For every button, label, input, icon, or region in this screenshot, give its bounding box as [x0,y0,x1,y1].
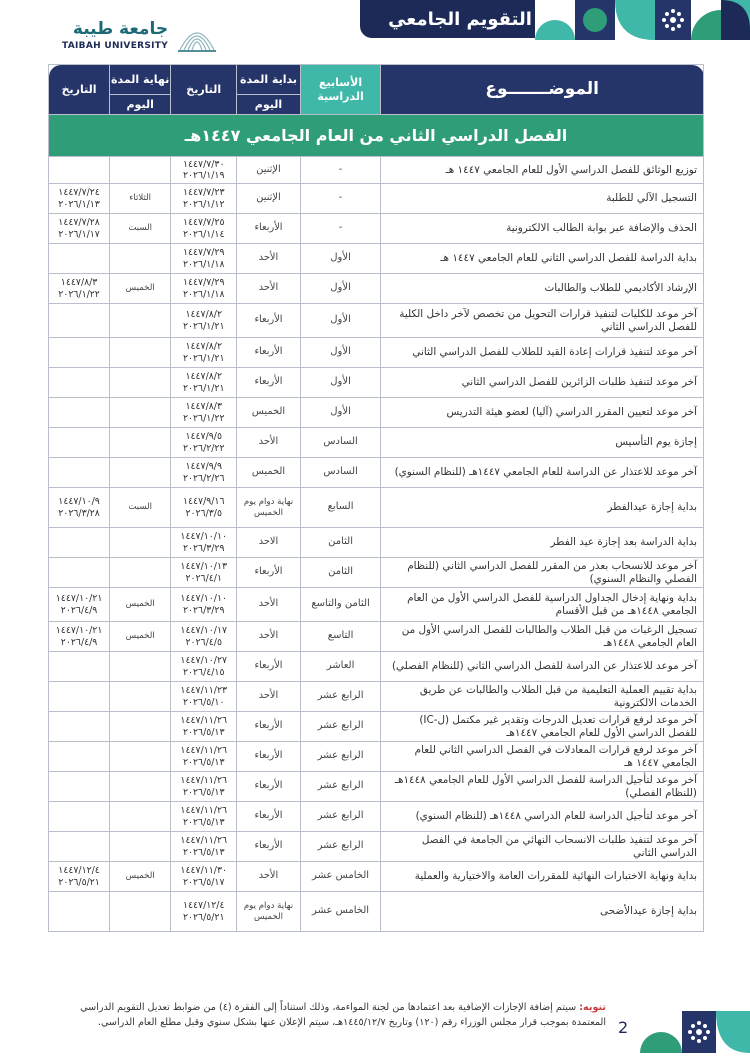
row-start-day: نهاية دوام يوم الخميس [237,892,301,932]
table-row [49,682,704,712]
table-row [49,892,704,932]
row-start-day: الإثنين [237,157,301,184]
row-end-date [49,488,110,528]
weeks-column-header: الأسابيع الدراسية [300,65,381,115]
row-week: الرابع عشر [300,802,381,832]
start-date-gregorian: ٢٠٢٦/٥/١٧ [182,876,225,888]
start-date-gregorian: ٢٠٢٦/١/٢٢ [182,412,225,424]
table-row [49,157,704,184]
end-date-gregorian: ٢٠٢٦/٤/٩ [60,636,98,648]
row-end-date [49,712,110,742]
row-end-date [49,274,110,304]
table-row [49,458,704,488]
row-start-date [171,802,237,832]
row-start-date [171,652,237,682]
row-end-day: الخميس [110,622,171,652]
semester-title: الفصل الدراسي الثاني من العام الجامعي ١٤٤٧هـ [49,115,704,157]
row-week: - [300,157,381,184]
row-end-day [110,338,171,368]
start-date-gregorian: ٢٠٢٦/٥/٢١ [182,911,225,923]
row-end-date [49,368,110,398]
row-start-date [171,458,237,488]
row-start-date [171,304,237,338]
start-date-gregorian: ٢٠٢٦/٢/٢٦ [182,472,225,484]
row-subject: تسجيل الرغبات من قبل الطلاب والطالبات للفصل الدراسي الأول من العام الجامعي ١٤٤٨هـ [381,622,704,652]
university-logo [62,14,218,56]
row-start-date [171,244,237,274]
start-date-gregorian: ٢٠٢٦/١/١٩ [182,170,225,181]
start-date-hijri: ١٤٤٧/١٠/١٧ [180,625,228,637]
row-start-day: الأربعاء [237,712,301,742]
row-end-day [110,558,171,588]
semester-title-row [49,115,704,157]
row-week: الأول [300,274,381,304]
table-row [49,712,704,742]
start-date-gregorian: ٢٠٢٦/٥/١٣ [182,726,225,738]
table-row [49,428,704,458]
start-date-gregorian: ٢٠٢٦/٥/١٣ [182,816,225,828]
row-end-date [49,588,110,622]
start-date-gregorian: ٢٠٢٦/١/١٨ [182,258,225,270]
row-subject: آخر موعد للكليات لتنفيذ قرارات التحويل من تخصص لآخر داخل الكلية للفصل الدراسي الثاني [381,304,704,338]
row-start-day: نهاية دوام يوم الخميس [237,488,301,528]
row-end-date [49,338,110,368]
end-date-hijri: ١٤٤٧/٧/٢٤ [58,187,100,199]
row-start-date [171,712,237,742]
end-day-header: اليوم [110,95,171,115]
end-date-gregorian: ٢٠٢٦/١/١٧ [58,228,100,240]
row-week: الرابع عشر [300,712,381,742]
row-week: الرابع عشر [300,682,381,712]
row-end-date [49,528,110,558]
table-row [49,304,704,338]
row-week: السابع [300,488,381,528]
row-end-date [49,682,110,712]
row-start-day: الأحد [237,428,301,458]
row-end-date [49,558,110,588]
row-subject: آخر موعد للاعتذار عن الدراسة للعام الجامعي ١٤٤٧هـ (للنظام السنوي) [381,458,704,488]
start-date-hijri: ١٤٤٧/١١/٢٦ [180,775,228,787]
row-end-date [49,184,110,214]
row-start-day: الأربعاء [237,558,301,588]
start-date-hijri: ١٤٤٧/٨/٢ [185,371,222,383]
row-end-date [49,892,110,932]
row-end-day [110,528,171,558]
note-label: تنويه: [579,1002,606,1013]
footer-note [46,1001,606,1031]
calendar-title-banner [360,0,560,38]
start-date-hijri: ١٤٤٧/١٠/١٠ [180,531,228,543]
start-date-gregorian: ٢٠٢٦/٢/٢٢ [182,442,225,454]
row-week: الرابع عشر [300,832,381,862]
row-end-day [110,892,171,932]
row-week: الخامس عشر [300,862,381,892]
start-date-hijri: ١٤٤٧/٩/٩ [185,461,222,473]
subject-column-header: الموضـــــــوع [381,65,704,115]
end-date-gregorian: ٢٠٢٦/٣/٢٨ [58,507,100,519]
row-end-date [49,458,110,488]
row-subject: آخر موعد لتنفيذ طلبات الزائرين للفصل الدراسي الثاني [381,368,704,398]
row-week: الخامس عشر [300,892,381,932]
row-end-day [110,368,171,398]
end-date-hijri: ١٤٤٧/١٢/٤ [58,865,100,877]
row-start-day: الأربعاء [237,832,301,862]
start-date-gregorian: ٢٠٢٦/١/١٨ [182,288,225,300]
row-week: - [300,214,381,244]
table-row [49,528,704,558]
end-date-gregorian: ٢٠٢٦/٥/٢١ [58,876,100,888]
start-date-gregorian: ٢٠٢٦/١/١٢ [182,198,225,210]
row-week: الأول [300,244,381,274]
row-end-day [110,652,171,682]
table-row [49,742,704,772]
row-end-day [110,428,171,458]
row-week: الرابع عشر [300,742,381,772]
row-end-day: الخميس [110,862,171,892]
row-start-date [171,274,237,304]
row-start-date [171,832,237,862]
row-subject: آخر موعد للانسحاب بعذر من المقرر للفصل الدراسي الثاني (للنظام الفصلي والنظام السنوي) [381,558,704,588]
taibah-logo-icon [176,14,218,56]
table-row [49,558,704,588]
start-date-gregorian: ٢٠٢٦/١/٢١ [182,382,225,394]
start-date-hijri: ١٤٤٧/١١/٢٦ [180,715,228,727]
row-start-day: الأربعاء [237,802,301,832]
row-subject: بداية إجازة عيدالفطر [381,488,704,528]
start-period-header: بداية المدة [237,65,301,95]
table-row [49,488,704,528]
row-start-day: الأحد [237,588,301,622]
table-row [49,184,704,214]
row-subject: توزيع الوثائق للفصل الدراسي الأول للعام الجامعي ١٤٤٧ هـ [381,157,704,184]
row-start-day: الخميس [237,398,301,428]
end-date-hijri: ١٤٤٧/١٠/٩ [58,496,100,508]
start-date-gregorian: ٢٠٢٦/١/٢١ [182,320,225,332]
start-date-hijri: ١٤٤٧/١٠/١٣ [180,561,228,573]
end-date-gregorian: ٢٠٢٦/٤/٩ [60,604,98,616]
row-subject: إجازة يوم التأسيس [381,428,704,458]
start-date-hijri: ١٤٤٧/١٢/٤ [182,900,225,912]
table-row [49,862,704,892]
row-subject: بداية تقييم العملية التعليمية من قبل الطلاب والطالبات عن طريق الخدمات الالكترونية [381,682,704,712]
row-start-day: الأربعاء [237,304,301,338]
row-end-date [49,862,110,892]
table-row [49,588,704,622]
row-week: الثامن والتاسع [300,588,381,622]
row-start-date [171,682,237,712]
row-end-day [110,398,171,428]
row-subject: آخر موعد للاعتذار عن الدراسة للفصل الدراسي الثاني (للنظام الفصلي) [381,652,704,682]
row-start-date [171,157,237,184]
row-start-date [171,184,237,214]
row-start-date [171,772,237,802]
row-end-day [110,832,171,862]
row-start-date [171,214,237,244]
row-start-date [171,892,237,932]
row-week: الأول [300,368,381,398]
start-date-hijri: ١٤٤٧/٨/٣ [185,401,222,413]
page-number: 2 [618,1018,629,1037]
row-week: الثامن [300,558,381,588]
page-header [0,0,750,62]
start-date-hijri: ١٤٤٧/٩/٥ [185,431,222,443]
row-subject: التسجيل الآلي للطلبة [381,184,704,214]
row-end-date [49,304,110,338]
row-subject: الإرشاد الأكاديمي للطلاب والطالبات [381,274,704,304]
end-date-hijri: ١٤٤٧/١٠/٢١ [55,625,103,637]
row-start-date [171,558,237,588]
row-week: الأول [300,398,381,428]
start-date-header: التاريخ [171,65,237,115]
row-end-day [110,772,171,802]
start-date-hijri: ١٤٤٧/٩/١٦ [182,496,225,508]
row-week: السادس [300,428,381,458]
row-start-date [171,488,237,528]
logo-arabic-name: جامعة طيبة [72,19,169,39]
table-body [49,115,704,932]
end-date-hijri: ١٤٤٧/٨/٣ [60,277,98,289]
row-start-day: الأحد [237,244,301,274]
start-date-hijri: ١٤٤٧/٧/٢٩ [182,277,225,289]
row-start-day: الأحد [237,274,301,304]
start-date-gregorian: ٢٠٢٦/١/١٤ [182,228,225,240]
row-end-day [110,802,171,832]
row-week: الثامن [300,528,381,558]
row-end-date [49,157,110,184]
row-subject: بداية الدراسة للفصل الدراسي الثاني للعام الجامعي ١٤٤٧ هـ [381,244,704,274]
row-end-day [110,304,171,338]
end-period-header: نهاية المدة [110,65,171,95]
row-subject: آخر موعد لرفع قرارات المعادلات في الفصل الدراسي الثاني للعام الجامعي ١٤٤٧ هـ [381,742,704,772]
row-week: العاشر [300,652,381,682]
row-start-date [171,588,237,622]
table-row [49,832,704,862]
row-start-day: الأحد [237,682,301,712]
row-start-date [171,742,237,772]
start-date-gregorian: ٢٠٢٦/٣/٥ [185,507,222,519]
row-start-day: الإثنين [237,184,301,214]
row-end-day: الثلاثاء [110,184,171,214]
row-end-date [49,622,110,652]
calendar-table-container [48,64,704,932]
row-start-day: الأحد [237,622,301,652]
row-subject: آخر موعد لتأجيل الدراسة للفصل الدراسي الأول للعام الجامعي ١٤٤٨هـ (للنظام الفصلي) [381,772,704,802]
row-end-date [49,244,110,274]
table-row [49,368,704,398]
table-row [49,652,704,682]
start-date-hijri: ١٤٤٧/١١/٢٣ [180,685,228,697]
row-end-day: السبت [110,488,171,528]
end-date-gregorian: ٢٠٢٦/١/١٣ [58,198,100,210]
start-date-hijri: ١٤٤٧/٨/٢ [185,341,222,353]
table-row [49,274,704,304]
start-date-hijri: ١٤٤٧/١٠/٢٧ [180,655,228,667]
row-end-date [49,428,110,458]
page-title: التقويم الجامعي [388,8,532,30]
start-date-hijri: ١٤٤٧/١١/٢٦ [180,835,228,847]
row-subject: آخر موعد لتأجيل الدراسة للعام الدراسي ١٤٤٨هـ (للنظام السنوي) [381,802,704,832]
geometric-pattern-icon [535,0,750,40]
table-row [49,398,704,428]
table-row [49,214,704,244]
start-date-gregorian: ٢٠٢٦/٥/١٠ [182,696,225,708]
end-date-hijri: ١٤٤٧/١٠/٢١ [55,593,103,605]
geometric-pattern-footer-icon [640,1011,750,1053]
row-subject: آخر موعد لتنفيذ طلبات الانسحاب النهائي من الجامعة في الفصل الدراسي الثاني [381,832,704,862]
row-week: الرابع عشر [300,772,381,802]
start-date-gregorian: ٢٠٢٦/٥/١٣ [182,786,225,798]
start-date-gregorian: ٢٠٢٦/٣/٢٩ [182,604,225,616]
start-date-hijri: ١٤٤٧/٨/٢ [185,309,222,321]
row-end-date [49,214,110,244]
row-end-date [49,652,110,682]
academic-calendar-table [48,64,704,932]
note-text: سيتم إضافة الإجازات الإضافية بعد اعتمادها من لجنة المواءمة، وذلك استناداً إلى الفقرة (٤) من ضوابط تعديل التقويم الدراسي المعتمدة بموجب قرار مجلس الوزراء رقم (١٢٠) وتاريخ ١٤٤٥/١٢/٧هـ، سيتم الإعلان عنها بشكل سنوي وقبل مطلع العام الدراسي. [80,1002,606,1028]
start-date-hijri: ١٤٤٧/١٠/١٠ [180,593,228,605]
row-start-date [171,428,237,458]
row-week: السادس [300,458,381,488]
start-date-gregorian: ٢٠٢٦/١/٢١ [182,352,225,364]
row-subject: الحذف والإضافة عبر بوابة الطالب الالكترونية [381,214,704,244]
row-start-date [171,338,237,368]
row-start-day: الأربعاء [237,652,301,682]
row-subject: بداية إجازة عيدالأضحى [381,892,704,932]
row-start-day: الأربعاء [237,368,301,398]
start-date-hijri: ١٤٤٧/٧/٢٣ [182,187,225,199]
start-date-gregorian: ٢٠٢٦/٤/١ [185,572,222,584]
row-end-day: السبت [110,214,171,244]
row-week: الأول [300,338,381,368]
row-start-date [171,622,237,652]
row-start-day: الأحد [237,862,301,892]
row-week: - [300,184,381,214]
start-date-gregorian: ٢٠٢٦/٥/١٣ [182,756,225,768]
row-end-day [110,458,171,488]
start-date-hijri: ١٤٤٧/١١/٣٠ [180,865,228,877]
row-end-day: الخميس [110,588,171,622]
start-date-gregorian: ٢٠٢٦/٤/٥ [185,636,222,648]
row-subject: بداية الدراسة بعد إجازة عيد الفطر [381,528,704,558]
end-date-hijri: ١٤٤٧/٧/٢٨ [58,217,100,229]
row-end-day [110,682,171,712]
row-end-date [49,742,110,772]
start-date-hijri: ١٤٤٧/٧/٣٠ [182,158,225,170]
table-row [49,772,704,802]
end-date-gregorian: ٢٠٢٦/١/٢٢ [58,288,100,300]
row-start-day: الأربعاء [237,214,301,244]
start-date-gregorian: ٢٠٢٦/٥/١٣ [182,846,225,858]
row-week: الأول [300,304,381,338]
row-end-day [110,157,171,184]
row-subject: بداية ونهاية إدخال الجداول الدراسية للفصل الدراسي الأول من العام الجامعي ١٤٤٨هـ من قبل الأقسام [381,588,704,622]
start-date-gregorian: ٢٠٢٦/٣/٢٩ [182,542,225,554]
start-date-hijri: ١٤٤٧/١١/٢٦ [180,745,228,757]
logo-english-name: TAIBAH UNIVERSITY [62,41,169,51]
table-row [49,622,704,652]
table-row [49,802,704,832]
row-start-day: الأربعاء [237,338,301,368]
row-end-date [49,772,110,802]
row-end-day [110,712,171,742]
row-start-date [171,398,237,428]
row-end-date [49,802,110,832]
row-subject: آخر موعد لتعيين المقرر الدراسي (آليا) لعضو هيئة التدريس [381,398,704,428]
row-subject: آخر موعد لتنفيذ قرارات إعادة القيد للطلاب للفصل الدراسي الثاني [381,338,704,368]
row-start-day: الأربعاء [237,772,301,802]
start-day-header: اليوم [237,95,301,115]
start-date-hijri: ١٤٤٧/١١/٢٦ [180,805,228,817]
row-end-day [110,742,171,772]
row-end-day: الخميس [110,274,171,304]
row-start-date [171,528,237,558]
table-row [49,244,704,274]
row-start-day: الخميس [237,458,301,488]
row-subject: آخر موعد لرفع قرارات تعديل الدرجات وتقدير غير مكتمل (ل-IC) للفصل الدراسي الأول للعام الجامعي ١٤٤٧هـ [381,712,704,742]
start-date-gregorian: ٢٠٢٦/٤/١٥ [182,666,225,678]
row-subject: بداية ونهاية الاختبارات النهائية للمقررات العامة والاختيارية والعملية [381,862,704,892]
row-end-date [49,832,110,862]
table-header [49,65,704,115]
row-start-date [171,862,237,892]
row-start-date [171,368,237,398]
end-date-header: التاريخ [49,65,110,115]
row-end-day [110,244,171,274]
row-start-day: الأربعاء [237,742,301,772]
row-week: التاسع [300,622,381,652]
row-start-day: الاحد [237,528,301,558]
start-date-hijri: ١٤٤٧/٧/٢٥ [182,217,225,229]
table-row [49,338,704,368]
start-date-hijri: ١٤٤٧/٧/٢٩ [182,247,225,259]
row-end-date [49,398,110,428]
